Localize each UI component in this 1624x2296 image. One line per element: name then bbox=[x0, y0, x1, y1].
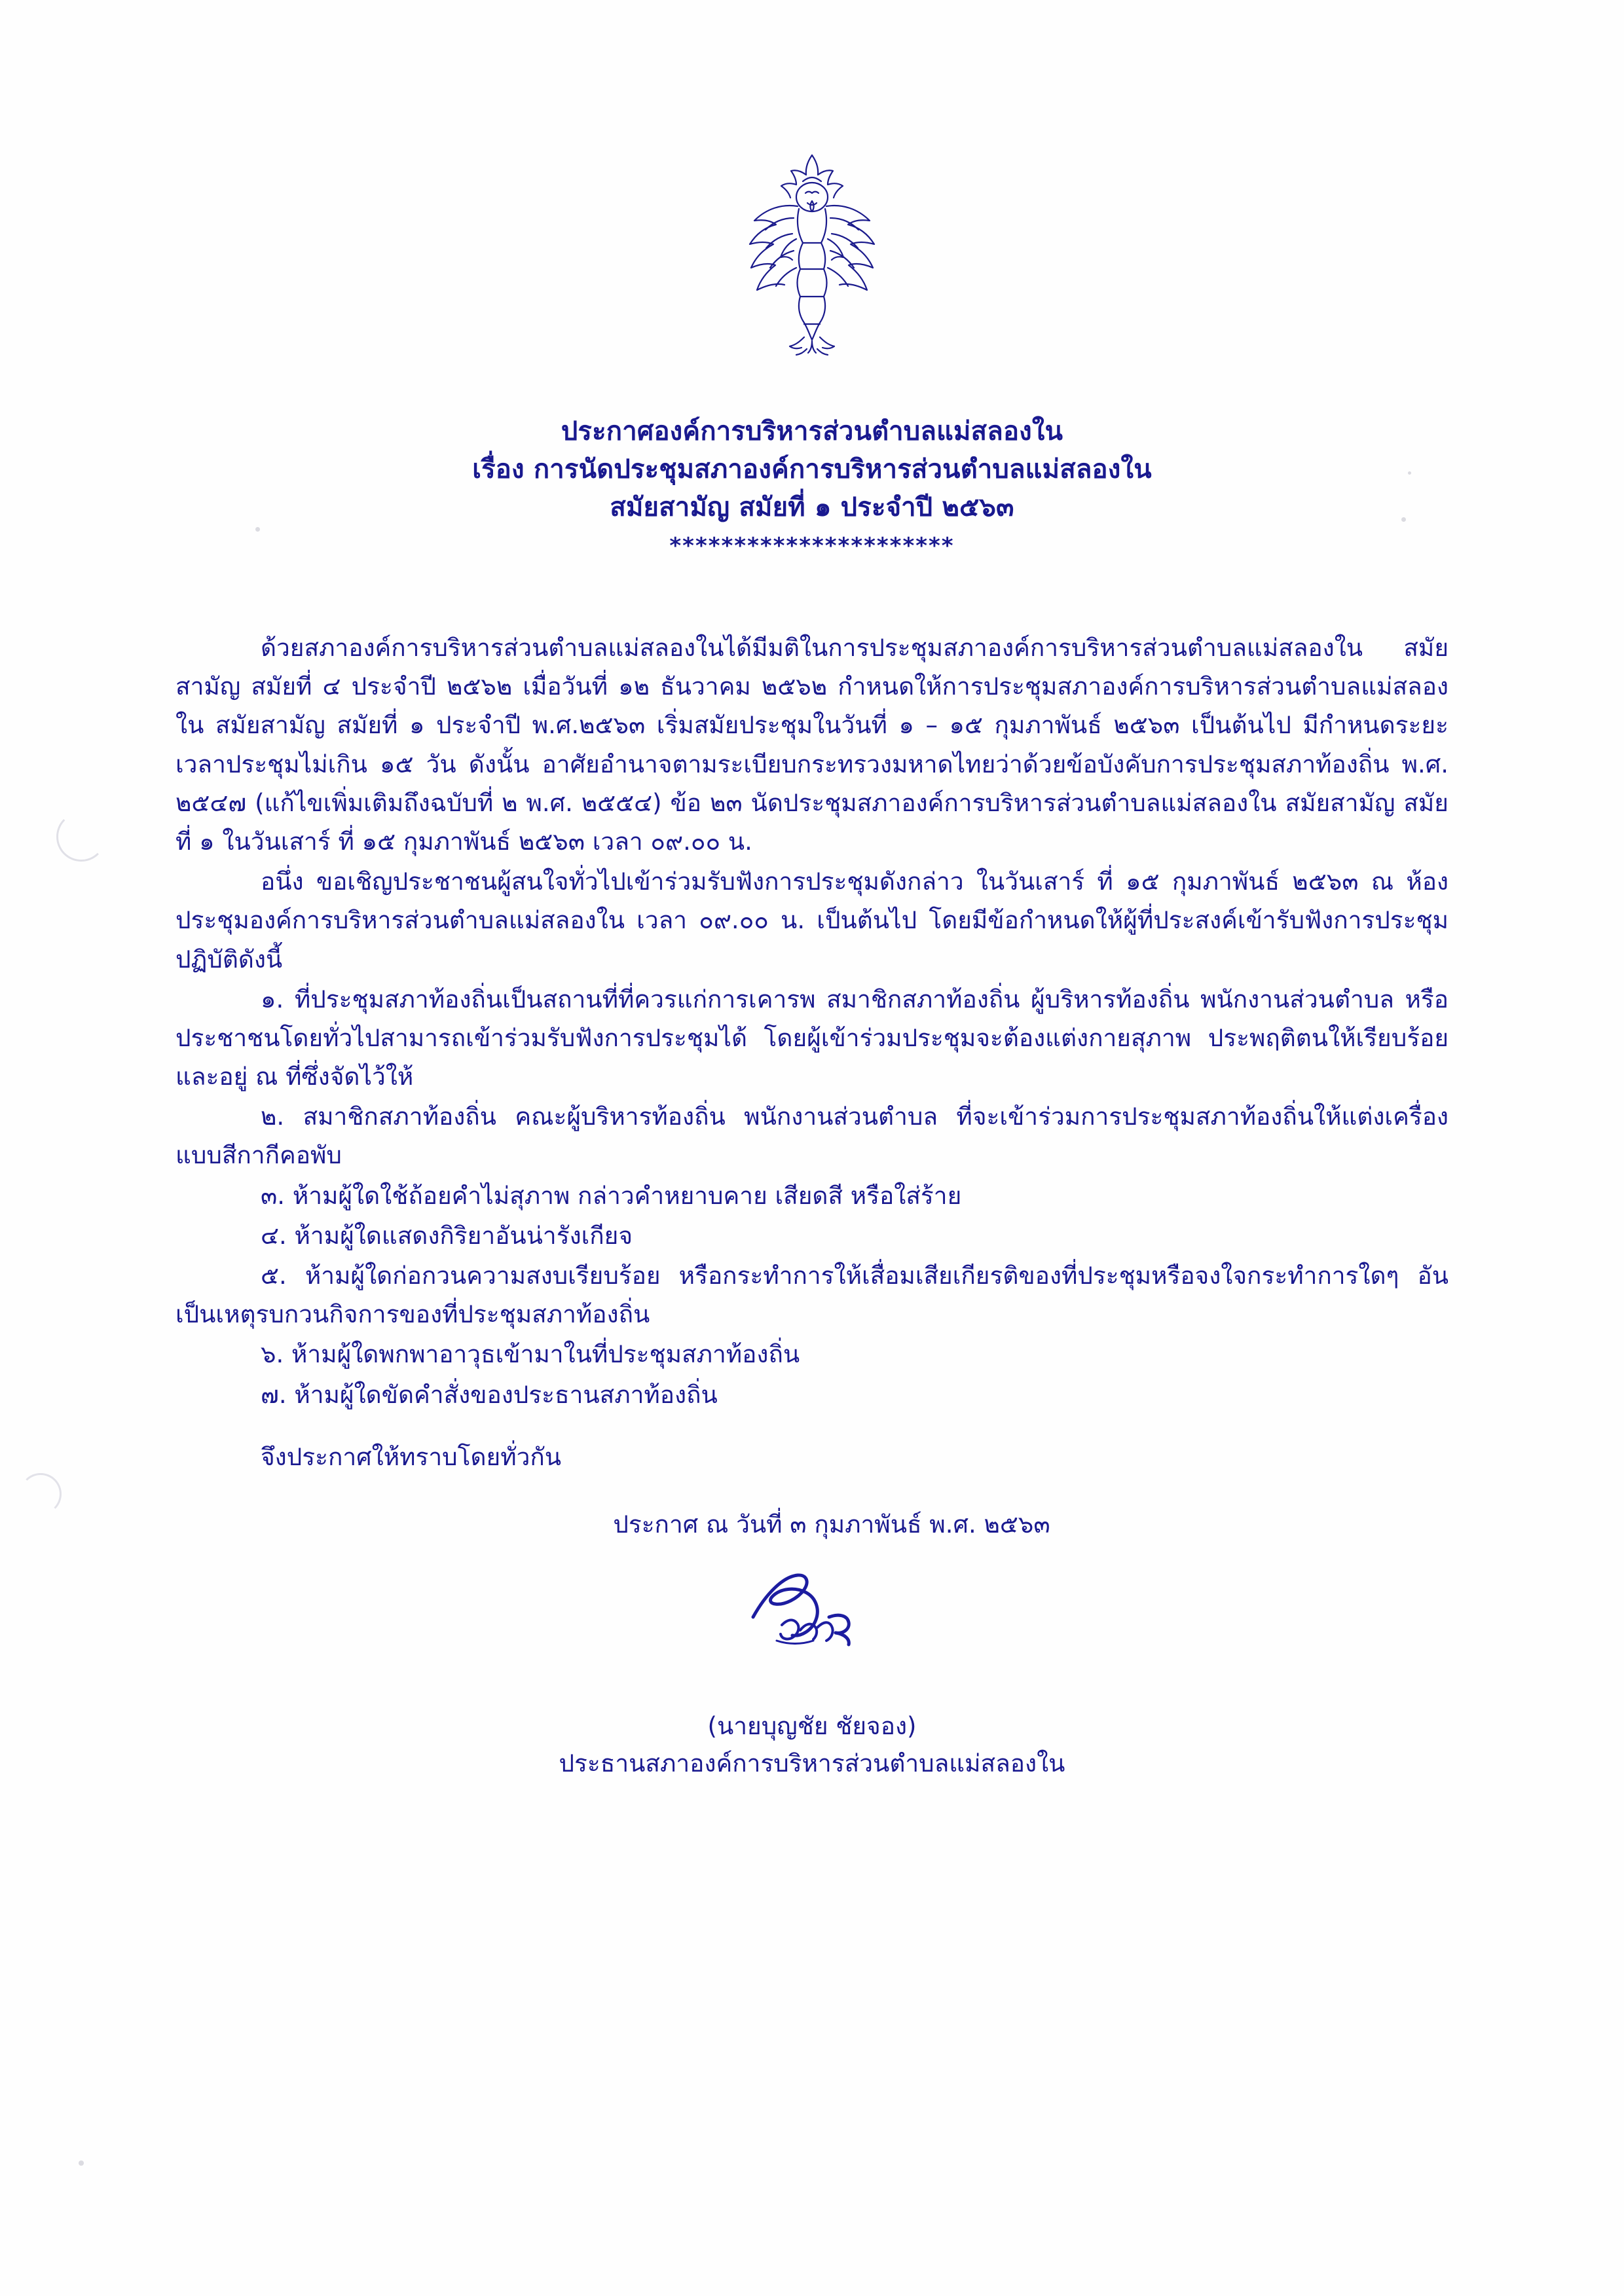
scan-arc-artifact bbox=[56, 812, 106, 862]
paragraph-2: อนึ่ง ขอเชิญประชาชนผู้สนใจทั่วไปเข้าร่วมรับฟังการประชุมดังกล่าว ในวันเสาร์ ที่ ๑๕ กุมภาพันธ์ ๒๕๖๓ ณ ห้องประชุมองค์การบริหารส่วนตำบลแม่สลองใน เวลา ๐๙.๐๐ น. เป็นต้นไป โดยมีข้อกำหนดให้ผู้ที่ประสงค์เข้ารับฟังการประชุม ปฏิบัติดังนี้ bbox=[175, 867, 1449, 974]
scan-arc-artifact bbox=[20, 1473, 62, 1515]
rule-item-4: ๔. ห้ามผู้ใดแสดงกิริยาอันน่ารังเกียจ bbox=[261, 1221, 633, 1250]
handwritten-signature-icon bbox=[714, 1554, 910, 1666]
rule-item-3: ๓. ห้ามผู้ใดใช้ถ้อยคำไม่สุภาพ กล่าวคำหยาบคาย เสียดสี หรือใส่ร้าย bbox=[261, 1181, 962, 1210]
document-body bbox=[175, 629, 1449, 1783]
garuda-emblem-icon bbox=[720, 141, 904, 357]
signer-name: (นายบุญชัย ชัยจอง) bbox=[707, 1711, 917, 1740]
header-line-1: ประกาศองค์การบริหารส่วนตำบลแม่สลองใน bbox=[561, 416, 1063, 446]
rule-item-2: ๒. สมาชิกสภาท้องถิ่น คณะผู้บริหารท้องถิ่น พนักงานส่วนตำบล ที่จะเข้าร่วมการประชุมสภาท้องถิ่นให้แต่งเครื่องแบบสีกากีคอพับ bbox=[175, 1102, 1449, 1170]
star-divider: ********************** bbox=[669, 533, 955, 559]
paragraph-1: ด้วยสภาองค์การบริหารส่วนตำบลแม่สลองในได้มีมติในการประชุมสภาองค์การบริหารส่วนตำบลแม่สลองใน สมัยสามัญ สมัยที่ ๔ ประจำปี ๒๕๖๒ เมื่อวันที่ ๑๒ ธันวาคม ๒๕๖๒ กำหนดให้การประชุมสภาองค์การบริหารส่วนตำบลแม่สลองใน สมัยสามัญ สมัยที่ ๑ ประจำปี พ.ศ.๒๕๖๓ เริ่มสมัยประชุมในวันที่ ๑ – ๑๕ กุมภาพันธ์ ๒๕๖๓ เป็นต้นไป มีกำหนดระยะเวลาประชุมไม่เกิน ๑๕ วัน ดังนั้น อาศัยอำนาจตามระเบียบกระทรวงมหาดไทยว่าด้วยข้อบังคับการประชุมสภาท้องถิ่น พ.ศ. ๒๕๔๗ (แก้ไขเพิ่มเติมถึงฉบับที่ ๒ พ.ศ. ๒๕๕๔) ข้อ ๒๓ นัดประชุมสภาองค์การบริหารส่วนตำบลแม่สลองใน สมัยสามัญ สมัยที่ ๑ ในวันเสาร์ ที่ ๑๕ กุมภาพันธ์ ๒๕๖๓ เวลา ๐๙.๐๐ น. bbox=[175, 634, 1449, 856]
header-line-3: สมัยสามัญ สมัยที่ ๑ ประจำปี ๒๕๖๓ bbox=[610, 492, 1014, 522]
rule-item-1: ๑. ที่ประชุมสภาท้องถิ่นเป็นสถานที่ที่ควรแก่การเคารพ สมาชิกสภาท้องถิ่น ผู้บริหารท้องถิ่น พนักงานส่วนตำบล หรือประชาชนโดยทั่วไปสามารถเข้าร่วมรับฟังการประชุมได้ โดยผู้เข้าร่วมประชุมจะต้องแต่งกายสุภาพ ประพฤติตนให้เรียบร้อย และอยู่ ณ ที่ซึ่งจัดไว้ให้ bbox=[175, 985, 1449, 1091]
document-header bbox=[0, 412, 1624, 559]
signature-area bbox=[175, 1548, 1449, 1711]
closing-statement: จึงประกาศให้ทราบโดยทั่วกัน bbox=[261, 1442, 562, 1471]
rule-item-6: ๖. ห้ามผู้ใดพกพาอาวุธเข้ามาในที่ประชุมสภาท้องถิ่น bbox=[261, 1340, 800, 1369]
signer-title: ประธานสภาองค์การบริหารส่วนตำบลแม่สลองใน bbox=[559, 1749, 1065, 1778]
scan-speck bbox=[79, 2160, 84, 2166]
header-line-2: เรื่อง การนัดประชุมสภาองค์การบริหารส่วนตำบลแม่สลองใน bbox=[472, 454, 1152, 484]
rule-item-7: ๗. ห้ามผู้ใดขัดคำสั่งของประธานสภาท้องถิ่น bbox=[261, 1380, 718, 1409]
rule-item-5: ๕. ห้ามผู้ใดก่อกวนความสงบเรียบร้อย หรือกระทำการให้เสื่อมเสียเกียรติของที่ประชุมหรือจงใจกระทำการใดๆ อันเป็นเหตุรบกวนกิจการของที่ประชุมสภาท้องถิ่น bbox=[175, 1262, 1449, 1329]
issue-date: ประกาศ ณ วันที่ ๓ กุมภาพันธ์ พ.ศ. ๒๕๖๓ bbox=[613, 1510, 1050, 1539]
